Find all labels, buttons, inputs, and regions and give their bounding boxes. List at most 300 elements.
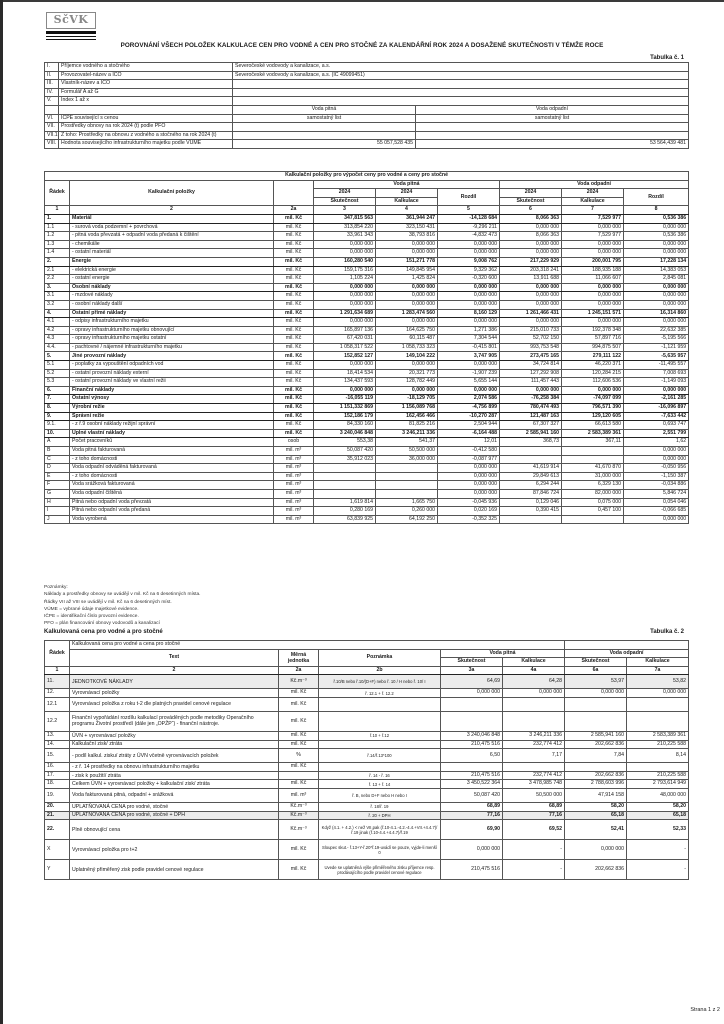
value-odpadni-skutecnost: 0,000 000 (500, 249, 562, 258)
value-pitna-skutecnost: 0,000 000 (441, 840, 503, 860)
value-odpadni-skutecnost: 0,000 000 (500, 240, 562, 249)
value-odpadni-kalkulace: 58,20 (627, 802, 689, 811)
row-value: Severočeské vodovody a kanalizace, a.s. (IČ 49099451) (233, 71, 689, 80)
column-number: 8 (624, 206, 689, 215)
value-pitna-skutecnost: 1 151,332 869 (314, 404, 376, 413)
value-odpadni-skutecnost (500, 455, 562, 464)
value-odpadni-kalkulace: 279,111 122 (562, 352, 624, 361)
value-odpadni-skutecnost: 203,318 241 (500, 266, 562, 275)
row-label: - z toho domácnosti (70, 455, 274, 464)
row-code: C (45, 455, 70, 464)
value-odpadni-skutecnost: 29,849 613 (500, 472, 562, 481)
table-row (45, 697, 689, 711)
row-code: III. (45, 80, 59, 89)
value-odpadni-skutecnost: 121,487 163 (500, 412, 562, 421)
header-voda-pitna: Voda pitná (441, 649, 565, 658)
row-label: - osobní náklady další (70, 300, 274, 309)
value-odpadni-skutecnost: 0,129 046 (500, 498, 562, 507)
header-year: 2024 (500, 189, 562, 198)
value-odpadni-skutecnost: 127,292 908 (500, 369, 562, 378)
value-pitna-kalkulace (376, 489, 438, 498)
row-code: B (45, 447, 70, 456)
row-label: UPLATŇOVANÁ CENA pro vodné, stočné (70, 802, 279, 811)
row-code: 5.1 (45, 361, 70, 370)
table-row (45, 749, 689, 763)
table-row (45, 498, 689, 507)
column-number: 2 (70, 206, 274, 215)
row-code: 1.1 (45, 223, 70, 232)
row-unit: Kč.m⁻³ (279, 675, 319, 689)
value-pitna-skutecnost: 0,000 000 (314, 249, 376, 258)
value-pitna-kalkulace: 1 156,089 768 (376, 404, 438, 413)
row-code: 15. (45, 749, 70, 763)
table-row (45, 740, 689, 749)
table-row (45, 386, 689, 395)
table-row (45, 257, 689, 266)
row-unit: Kč.m⁻³ (279, 802, 319, 811)
value-odpadni-kalkulace (562, 515, 624, 524)
table-row (45, 455, 689, 464)
value-odpadni-skutecnost: 993,753 548 (500, 343, 562, 352)
row-label: - pitná voda převzatá + odpadní voda předaná k čištění (70, 232, 274, 241)
value-pitna-kalkulace: 68,89 (503, 802, 565, 811)
header-skutecnost: Skutečnost (500, 197, 562, 206)
row-label: - z toho domácnosti (70, 472, 274, 481)
value-odpadni-skutecnost: -76,258 384 (500, 395, 562, 404)
value-odpadni-skutecnost: 202,662 836 (565, 740, 627, 749)
row-label (59, 105, 233, 114)
value-voda-pitna: samostatný list (233, 114, 416, 123)
row-unit: mil. m³ (274, 455, 314, 464)
table-row (45, 404, 689, 413)
row-label: Prostředky obnovy na rok 2024 (t) podle PFO (59, 123, 233, 132)
row-unit: mil. Kč (279, 731, 319, 740)
row-unit: mil. Kč (274, 292, 314, 301)
value-odpadni-rozdil: -11,495 557 (624, 361, 689, 370)
value-odpadni-skutecnost: 202,662 836 (565, 860, 627, 880)
row-unit: Kč.m⁻³ (279, 811, 319, 820)
value-pitna-skutecnost: 553,38 (314, 438, 376, 447)
value-odpadni-skutecnost: 87,846 724 (500, 489, 562, 498)
value-odpadni-skutecnost: 0,000 000 (565, 689, 627, 698)
value-odpadni-kalkulace: 6,329 130 (562, 481, 624, 490)
row-label: ÚVN + vyrovnávací položky (70, 731, 279, 740)
row-label: Vlastník-název a IČO (59, 80, 233, 89)
value-pitna-skutecnost: 0,000 000 (314, 300, 376, 309)
value-pitna-rozdil: 0,000 000 (438, 481, 500, 490)
value-voda-pitna: 55 057,528 435 (233, 140, 416, 149)
row-unit: mil. Kč (274, 343, 314, 352)
row-code: 4. (45, 309, 70, 318)
row-code: G (45, 489, 70, 498)
row-unit: mil. m³ (279, 788, 319, 802)
page-number: Strana 1 z 2 (690, 1007, 720, 1013)
value-pitna-rozdil: -14,128 684 (438, 214, 500, 223)
value-odpadni-kalkulace: 41,670 870 (562, 464, 624, 473)
value-odpadni-kalkulace: 82,000 000 (562, 489, 624, 498)
row-label: - opravy infrastrukturního majetku ostatní (70, 335, 274, 344)
value-pitna-kalkulace: 0,000 000 (503, 689, 565, 698)
value-odpadni-skutecnost: 0,000 000 (500, 223, 562, 232)
table-row (45, 88, 689, 97)
value-pitna-skutecnost: 134,437 593 (314, 378, 376, 387)
header-radek: Řádek (45, 180, 70, 206)
value-odpadni-kalkulace: 0,000 000 (562, 386, 624, 395)
row-value (233, 80, 689, 89)
value-odpadni-kalkulace: 0,000 000 (562, 249, 624, 258)
table-row (45, 283, 689, 292)
row-code: 6. (45, 386, 70, 395)
row-unit: mil. Kč (274, 361, 314, 370)
row-unit: mil. m³ (274, 515, 314, 524)
value-odpadni-skutecnost: 52,702 150 (500, 335, 562, 344)
value-pitna-rozdil: -0,412 580 (438, 447, 500, 456)
value-pitna-rozdil: 8,160 129 (438, 309, 500, 318)
header-skutecnost: Skutečnost (441, 658, 503, 667)
row-code: 10. (45, 429, 70, 438)
row-label: Voda odpadní odváděná fakturovaná (70, 464, 274, 473)
value-pitna-rozdil: 2,074 586 (438, 395, 500, 404)
value-pitna-kalkulace: 232,774 412 (503, 771, 565, 780)
table-row (45, 507, 689, 516)
header-year: 2024 (562, 189, 624, 198)
value-odpadni-skutecnost: 0,000 000 (500, 292, 562, 301)
value-odpadni-kalkulace: 0,000 000 (562, 300, 624, 309)
value-odpadni-kalkulace: 11,066 607 (562, 275, 624, 284)
column-number: 6a (565, 666, 627, 675)
value-pitna-rozdil: 0,000 000 (438, 249, 500, 258)
value-odpadni-rozdil: 16,314 860 (624, 309, 689, 318)
column-number: 2b (319, 666, 441, 675)
table-row (45, 731, 689, 740)
value-odpadni-kalkulace: 57,897 716 (562, 335, 624, 344)
value-pitna-skutecnost: 69,90 (441, 820, 503, 840)
row-unit: mil. Kč (274, 309, 314, 318)
row-label: Voda pitná fakturovaná (70, 447, 274, 456)
value-odpadni-rozdil: -7,633 442 (624, 412, 689, 421)
value-odpadni-skutecnost (565, 763, 627, 772)
row-unit: mil. Kč (274, 214, 314, 223)
value-odpadni-skutecnost: 53,97 (565, 675, 627, 689)
row-label: Výrobní režie (70, 404, 274, 413)
value-pitna-kalkulace: 128,782 449 (376, 378, 438, 387)
value-pitna-rozdil: 0,000 000 (438, 240, 500, 249)
value-pitna-rozdil: 0,000 000 (438, 386, 500, 395)
value-odpadni-kalkulace (562, 447, 624, 456)
header-kalkulace: Kalkulace (627, 658, 689, 667)
value-pitna-kalkulace: 0,000 000 (376, 249, 438, 258)
value-odpadni-kalkulace: 7,529 977 (562, 214, 624, 223)
value-pitna-kalkulace: 162,456 466 (376, 412, 438, 421)
value-pitna-skutecnost: 3 450,522 364 (441, 780, 503, 789)
row-note: ř.10 + ř.12 (319, 731, 441, 740)
table-row (45, 214, 689, 223)
notes (44, 584, 201, 628)
value-pitna-skutecnost: 0,000 000 (314, 292, 376, 301)
value-pitna-skutecnost (314, 489, 376, 498)
value-pitna-skutecnost: 0,000 000 (314, 361, 376, 370)
value-odpadni-kalkulace: 7,529 977 (562, 232, 624, 241)
header-voda-odpadni: Voda odpadní (500, 180, 689, 189)
value-pitna-rozdil: 3,747 905 (438, 352, 500, 361)
value-odpadni-skutecnost: 47,914 158 (565, 788, 627, 802)
row-code: 4.1 (45, 318, 70, 327)
value-odpadni-kalkulace: 0,000 000 (562, 283, 624, 292)
header-rozdil: Rozdíl (624, 189, 689, 206)
header-year: 2024 (376, 189, 438, 198)
value-odpadni-skutecnost: 0,000 000 (500, 300, 562, 309)
value-pitna-skutecnost: 1 291,634 689 (314, 309, 376, 318)
value-odpadni-rozdil: 0,000 000 (624, 292, 689, 301)
row-code: 4.3 (45, 335, 70, 344)
row-code: 2. (45, 257, 70, 266)
table-row (45, 63, 689, 72)
value-pitna-kalkulace: 232,774 412 (503, 740, 565, 749)
row-code: 4.2 (45, 326, 70, 335)
table-row (45, 240, 689, 249)
value-odpadni-kalkulace: 52,33 (627, 820, 689, 840)
value-odpadni-rozdil: -0,050 956 (624, 464, 689, 473)
value-odpadni-rozdil: 0,000 000 (624, 300, 689, 309)
row-unit: mil. m³ (274, 498, 314, 507)
row-code: 3.2 (45, 300, 70, 309)
value-pitna-skutecnost: 0,000 000 (314, 386, 376, 395)
value-odpadni-skutecnost: 65,18 (565, 811, 627, 820)
value-pitna-skutecnost: 1 058,317 522 (314, 343, 376, 352)
value-pitna-kalkulace: 7,17 (503, 749, 565, 763)
row-code: VII.1 (45, 131, 59, 140)
value-pitna-rozdil: -0,415 801 (438, 343, 500, 352)
row-code: VIII. (45, 140, 59, 149)
table-row (45, 352, 689, 361)
value-odpadni-skutecnost: 0,000 000 (565, 840, 627, 860)
row-label: Vyrovnávací položky (70, 689, 279, 698)
table-row (45, 515, 689, 524)
value-pitna-skutecnost: 210,475 516 (441, 740, 503, 749)
table-row (45, 788, 689, 802)
value-odpadni-kalkulace (627, 711, 689, 731)
value-odpadni-rozdil: 5,846 724 (624, 489, 689, 498)
value-odpadni-kalkulace: 120,284 215 (562, 369, 624, 378)
value-pitna-kalkulace: 36,000 000 (376, 455, 438, 464)
value-pitna-skutecnost: 68,89 (441, 802, 503, 811)
value-pitna-skutecnost (314, 481, 376, 490)
value-odpadni-rozdil: -1,149 093 (624, 378, 689, 387)
value-pitna-kalkulace: 20,321 773 (376, 369, 438, 378)
value-odpadni-skutecnost: 67,307 327 (500, 421, 562, 430)
table-row (45, 114, 689, 123)
table-row (45, 361, 689, 370)
value-pitna-kalkulace: 64,28 (503, 675, 565, 689)
value-odpadni-skutecnost: 0,390 415 (500, 507, 562, 516)
value-pitna-kalkulace: 541,37 (376, 438, 438, 447)
value-odpadni-rozdil: -5,635 957 (624, 352, 689, 361)
value-odpadni-skutecnost: 34,724 814 (500, 361, 562, 370)
table-row (45, 421, 689, 430)
value-odpadni-kalkulace: 53,82 (627, 675, 689, 689)
row-note: ř. 12.1 + ř. 12.2 (319, 689, 441, 698)
value-odpadni-kalkulace: 0,075 000 (562, 498, 624, 507)
row-code: Y (45, 860, 70, 880)
row-label: - ostatní provozní náklady externí (70, 369, 274, 378)
table-row (45, 464, 689, 473)
logo-bar (46, 36, 96, 38)
value-pitna-skutecnost (314, 464, 376, 473)
row-label: - podíl kalkul. zisku/ ztráty z ÚVN včetně vyrovnávacích položek (70, 749, 279, 763)
value-pitna-skutecnost: 50,087 420 (314, 447, 376, 456)
value-pitna-kalkulace: 0,000 000 (376, 283, 438, 292)
value-pitna-kalkulace: 1,665 750 (376, 498, 438, 507)
value-odpadni-rozdil: 0,536 386 (624, 232, 689, 241)
value-pitna-skutecnost: 1,105 224 (314, 275, 376, 284)
calculated-price-table (44, 640, 689, 880)
value-odpadni-kalkulace: 48,000 000 (627, 788, 689, 802)
value-odpadni-kalkulace: 0,000 000 (562, 223, 624, 232)
value-odpadni-skutecnost: 2 585,941 160 (565, 731, 627, 740)
row-label: Plně obnovující cena (70, 820, 279, 840)
table2-label: Tabulka č. 2 (650, 629, 684, 635)
header-blank (565, 641, 689, 650)
value-pitna-rozdil: 0,000 000 (438, 472, 500, 481)
value-pitna-skutecnost: 347,815 563 (314, 214, 376, 223)
value-odpadni-kalkulace: 188,935 188 (562, 266, 624, 275)
table-row (45, 802, 689, 811)
value-odpadni-kalkulace (627, 763, 689, 772)
row-note (319, 763, 441, 772)
value-odpadni-skutecnost: 6,294 244 (500, 481, 562, 490)
row-label: Ostatní přímé náklady (70, 309, 274, 318)
row-label: Finanční náklady (70, 386, 274, 395)
row-code: 12.2 (45, 711, 70, 731)
note-line: IČPE = identifikační číslo provozní evidence. (44, 614, 139, 620)
header-rozdil: Rozdíl (438, 189, 500, 206)
value-odpadni-skutecnost: 215,010 733 (500, 326, 562, 335)
table-row (45, 429, 689, 438)
row-label: Vyrovnávací položka pro t+2 (70, 840, 279, 860)
value-pitna-kalkulace: -18,129 705 (376, 395, 438, 404)
row-label: Index 1 až x (59, 97, 233, 106)
value-pitna-skutecnost: 0,280 169 (314, 507, 376, 516)
value-odpadni-rozdil: 0,693 747 (624, 421, 689, 430)
row-label: Voda vyrobená (70, 515, 274, 524)
header-polozky: Kalkulační položky (70, 180, 274, 206)
value-odpadni-rozdil: -1,121 959 (624, 343, 689, 352)
table-row (45, 97, 689, 106)
value-pitna-rozdil: 0,000 000 (438, 361, 500, 370)
row-code: A (45, 438, 70, 447)
value-pitna-rozdil: -6,164 488 (438, 429, 500, 438)
row-unit: mil. Kč (274, 266, 314, 275)
value-pitna-kalkulace: 151,271 778 (376, 257, 438, 266)
value-pitna-skutecnost: 84,330 160 (314, 421, 376, 430)
value-pitna-kalkulace: 50,500 000 (376, 447, 438, 456)
row-label: Voda srážková fakturovaná (70, 481, 274, 490)
value-pitna-skutecnost (314, 472, 376, 481)
column-number: 1 (45, 206, 70, 215)
value-odpadni-rozdil: -0,034 886 (624, 481, 689, 490)
row-unit (279, 771, 319, 780)
table-row (45, 105, 689, 114)
row-unit: mil. Kč (274, 223, 314, 232)
value-pitna-rozdil: -1,907 239 (438, 369, 500, 378)
row-label: - ostatní materiál (70, 249, 274, 258)
row-label: - ostatní energie (70, 275, 274, 284)
header-year: 2024 (314, 189, 376, 198)
note-line: Náklady a prostředky obnovy se uvádějí v mil. Kč na 6 desetinných místa. (44, 592, 201, 598)
row-label: Jiné provozní náklady (70, 352, 274, 361)
value-voda-pitna (233, 131, 416, 140)
table-row (45, 292, 689, 301)
value-pitna-skutecnost: 33,961 343 (314, 232, 376, 241)
value-pitna-rozdil: 5,655 144 (438, 378, 500, 387)
table-row (45, 369, 689, 378)
value-odpadni-kalkulace: 112,606 536 (562, 378, 624, 387)
row-unit: Kč.m⁻³ (279, 820, 319, 840)
value-pitna-kalkulace: 77,16 (503, 811, 565, 820)
row-label: Celkem ÚVN + vyrovnávací položky + kalkulační zisk/ ztráta (70, 780, 279, 789)
value-odpadni-kalkulace: 1 245,151 571 (562, 309, 624, 318)
row-code: 8. (45, 404, 70, 413)
value-odpadni-rozdil: 17,228 134 (624, 257, 689, 266)
table-row (45, 481, 689, 490)
row-code: F (45, 481, 70, 490)
value-odpadni-rozdil: 0,000 000 (624, 240, 689, 249)
table-row (45, 689, 689, 698)
value-pitna-kalkulace (503, 763, 565, 772)
table-row (45, 811, 689, 820)
table-row (45, 140, 689, 149)
value-pitna-skutecnost: 0,000 000 (314, 318, 376, 327)
table-row (45, 711, 689, 731)
value-pitna-kalkulace: 3 478,985 748 (503, 780, 565, 789)
row-code: 9. (45, 412, 70, 421)
value-pitna-kalkulace: 3 246,211 336 (376, 429, 438, 438)
value-odpadni-kalkulace: 8,14 (627, 749, 689, 763)
value-odpadni-skutecnost: 0,000 000 (500, 283, 562, 292)
row-code: 19. (45, 788, 70, 802)
row-note (319, 697, 441, 711)
value-odpadni-rozdil: -1,150 387 (624, 472, 689, 481)
value-odpadni-rozdil: 14,383 053 (624, 266, 689, 275)
row-note: ř. 13 + ř. 14 (319, 780, 441, 789)
row-code: 1.2 (45, 232, 70, 241)
value-pitna-skutecnost: 3 240,046 848 (441, 731, 503, 740)
value-pitna-skutecnost: 160,280 540 (314, 257, 376, 266)
row-unit: mil. m³ (274, 481, 314, 490)
calculation-items-table (44, 171, 689, 524)
table-row (45, 412, 689, 421)
table-row (45, 771, 689, 780)
row-label: - odpisy infrastrukturního majetku (70, 318, 274, 327)
value-odpadni-kalkulace: 65,18 (627, 811, 689, 820)
value-odpadni-rozdil: 2,551 799 (624, 429, 689, 438)
header-note: Poznámka (319, 649, 441, 666)
row-note: ř. 20 + DPH (319, 811, 441, 820)
company-logo (46, 12, 96, 42)
value-pitna-rozdil: 0,000 000 (438, 489, 500, 498)
row-code: 13. (45, 731, 70, 740)
value-odpadni-skutecnost: 8,066 363 (500, 232, 562, 241)
value-odpadni-kalkulace: 0,000 000 (562, 240, 624, 249)
value-pitna-rozdil: -9,296 211 (438, 223, 500, 232)
value-pitna-rozdil: 9,329 362 (438, 266, 500, 275)
value-pitna-skutecnost: 0,000 000 (314, 283, 376, 292)
table-row (45, 300, 689, 309)
row-value (233, 97, 689, 106)
row-label: UPLATŇOVANÁ CENA pro vodné, stočné + DPH (70, 811, 279, 820)
row-unit: mil. m³ (274, 489, 314, 498)
scan-edge-top (0, 0, 724, 2)
